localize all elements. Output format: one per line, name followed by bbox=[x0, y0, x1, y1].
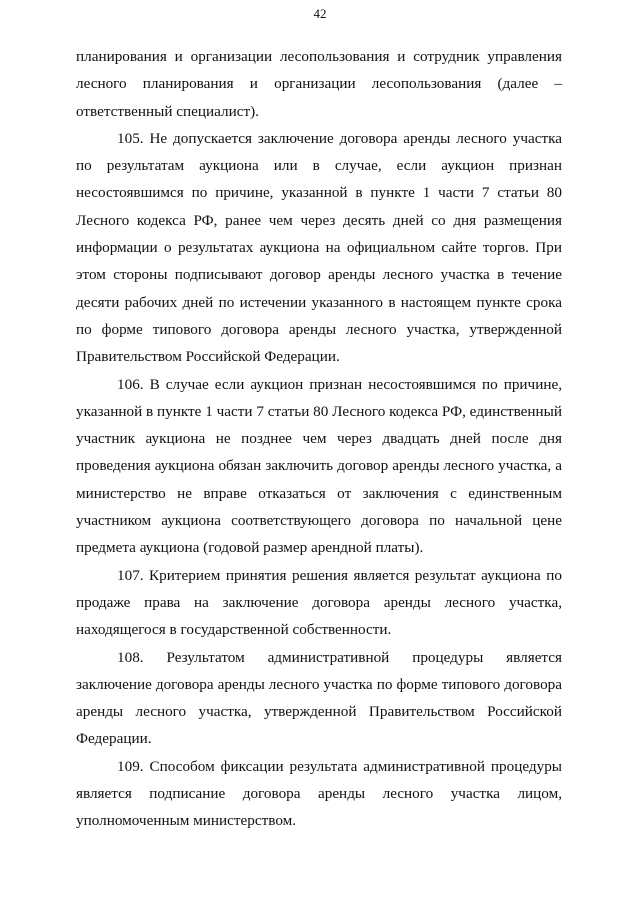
paragraph-continuation: планирования и организации лесопользования и сотрудник управления лесного планирования и организации лесопользования (далее – ответственный специалист). bbox=[76, 48, 562, 120]
paragraph-109: 109. Способом фиксации результата административной процедуры является подписание договора аренды лесного участка лицом, уполномоченным министерством. bbox=[76, 757, 562, 830]
paragraph-108: 108. Результатом административной процедуры является заключение договора аренды лесного участка по форме типового договора аренды лесного участка, утвержденной Правительством Российской Федерации. bbox=[76, 648, 562, 748]
paragraph-106: 106. В случае если аукцион признан несостоявшимся по причине, указанной в пункте 1 части 7 статьи 80 Лесного кодекса РФ, единственный участник аукциона не позднее чем через двадцать дней после дня проведения аукциона обязан заключить договор аренды лесного участка, а министерство не вправе отказаться от заключения с единственным участником аукциона соответствующего договора по начальной цене предмета аукциона (годовой размер арендной платы). bbox=[76, 375, 562, 557]
paragraph-105: 105. Не допускается заключение договора аренды лесного участка по результатам аукциона или в случае, если аукцион признан несостоявшимся по причине, указанной в пункте 1 части 7 статьи 80 Лесного кодекса РФ, ранее чем через десять дней со дня размещения информации о результатах аукциона на официальном сайте торгов. При этом стороны подписывают договор аренды лесного участка в течение десяти рабочих дней по истечении указанного в настоящем пункте срока по форме типового договора аренды лесного участка, утвержденной Правительством Российской Федерации. bbox=[76, 129, 562, 366]
page-number: 42 bbox=[313, 6, 327, 21]
document-body bbox=[76, 43, 562, 835]
paragraph-107: 107. Критерием принятия решения является результат аукциона по продаже права на заключение договора аренды лесного участка, находящегося в государственной собственности. bbox=[76, 566, 562, 639]
